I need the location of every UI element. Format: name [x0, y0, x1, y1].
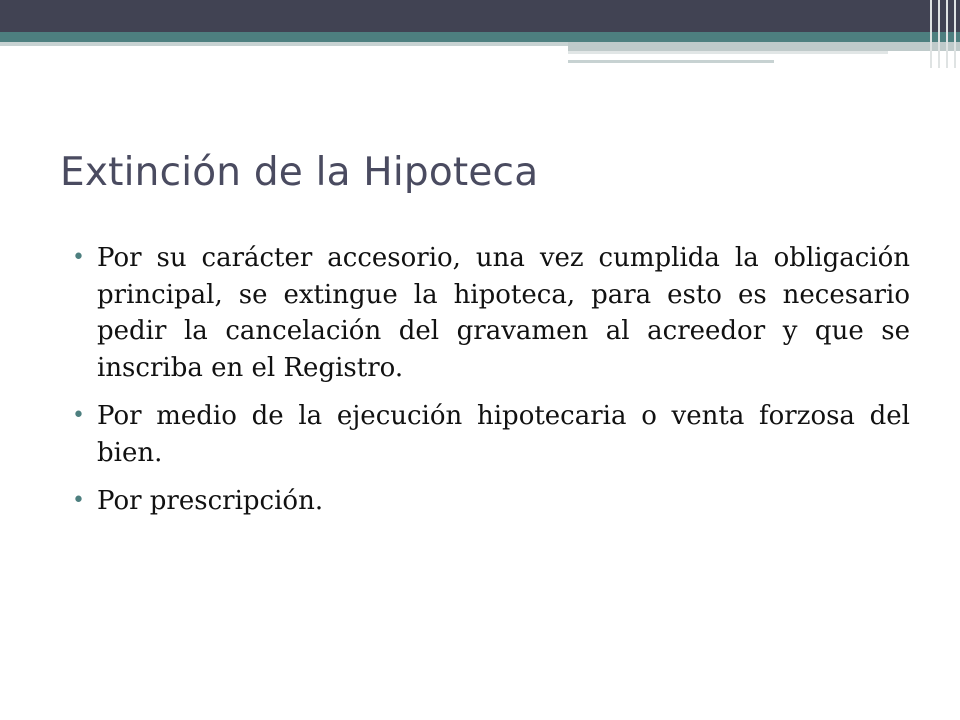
list-item	[72, 240, 910, 386]
decor-line	[938, 0, 940, 68]
bullet-text: Por medio de la ejecución hipotecaria o venta forzosa del bien.	[97, 401, 910, 468]
decor-band	[0, 42, 570, 46]
decor-band	[568, 51, 888, 54]
decor-line	[946, 0, 948, 68]
header-bar	[0, 0, 960, 32]
decor-line	[930, 0, 932, 68]
accent-band	[0, 32, 960, 42]
decor-band	[568, 60, 774, 63]
decor-lines	[924, 0, 960, 72]
bullet-icon: •	[72, 488, 85, 513]
bullet-text: Por su carácter accesorio, una vez cumplida la obligación principal, se extingue la hipoteca, para esto es necesario pedir la cancelación del gravamen al acreedor y que se inscriba en el Registro.	[97, 243, 910, 383]
list-item	[72, 398, 910, 471]
list-item	[72, 483, 910, 520]
slide-title: Extinción de la Hipoteca	[60, 150, 539, 195]
decor-band	[568, 42, 960, 51]
bullet-list	[72, 240, 910, 532]
decor-line	[954, 0, 956, 68]
bullet-text: Por prescripción.	[97, 486, 324, 516]
bullet-icon: •	[72, 245, 85, 270]
bullet-icon: •	[72, 403, 85, 428]
